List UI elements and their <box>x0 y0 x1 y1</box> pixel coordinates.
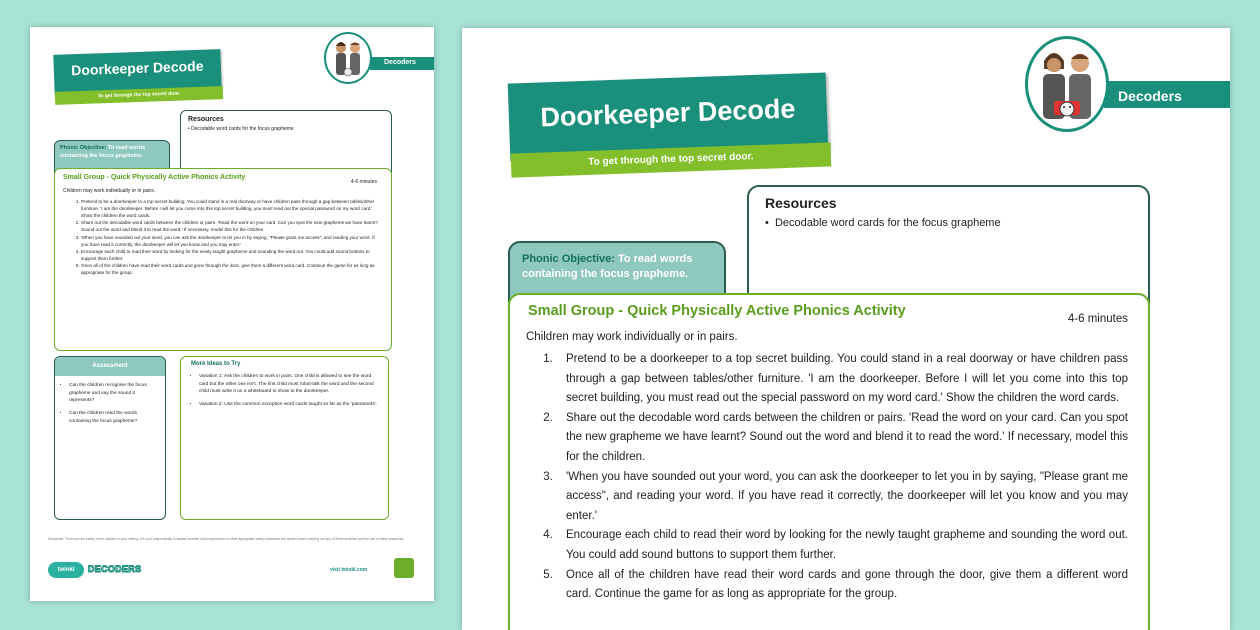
disclaimer-text: Disclaimer: To ensure the safety of the children in your setting, it is your responsibility to assess whether adult supervision or other appropriate safety measures are needed when carrying out any of these activities and the use of these resources. <box>48 537 405 541</box>
badge-icon <box>394 558 414 578</box>
page-title: Doorkeeper Decode <box>539 93 796 133</box>
objective-text: To read words containing the focus grapheme. <box>522 253 693 281</box>
decoders-logo: DECODERS <box>88 564 142 574</box>
more-ideas-box: More Ideas to Try • Variation 1: Ask the children to work in pairs. One child is allowed to see the word card but the other one isn't. The first child must robot-talk the word and the second child must write it on a whiteboard to show to the doorkeeper. • Variation 2: Use the common exception word cards taught so far as the 'passwords'. <box>180 356 389 520</box>
decoders-characters-avatar <box>1025 36 1109 132</box>
resource-item: • Decodable word cards for the focus grapheme <box>765 217 1001 229</box>
team-label-bar: Decoders <box>370 57 434 70</box>
activity-box: Small Group - Quick Physically Active Phonics Activity 4-6 minutes Children may work individually or in pairs. 1. Pretend to be a doorkeeper to a top secret building. You could stand in a real doorway or have children pass through a gap between tables/other furniture. 'I am the doorkeeper. Before I will let you come into this top secret building, you must read out the special password on my word card.' Show the children the word cards. 2. Share out the decodable word cards between the children or pairs. 'Read the word on your card. Can you spot the new grapheme we have learnt? Sound out the word and blend it to read the word.' If necessary, model this for the children. 3. 'When you have sounded out your word, you can ask the doorkeeper to let you in by saying, "Please grant me access", and reading your word. If you have read it correctly, the doorkeeper will let you know and you may enter.' 4. Encourage each child to read their word by looking for the newly taught grapheme and sounding the word out. You could add sound buttons to support them further. 5. Once all of the children have read their word cards and gone through the door, give them a different word card. Continue the game for as long as appropriate for the group. <box>54 168 392 351</box>
page-title: Doorkeeper Decode <box>70 57 204 79</box>
twinkl-logo: twinkl <box>48 562 84 578</box>
page-thumbnail <box>30 27 434 601</box>
activity-duration: 4-6 minutes <box>1067 313 1128 325</box>
activity-steps <box>556 350 1132 605</box>
activity-step: 1. Pretend to be a doorkeeper to a top secret building. You could stand in a real doorway or have children pass through a gap between tables/other furniture. 'I am the doorkeeper. Before I will let you come into this top secret building, you must read out the special password on my word card.' Show the children the word cards. <box>556 350 1128 409</box>
subtitle-bar: To get through the top secret door. <box>55 86 223 105</box>
activity-step: 5. Once all of the children have read their word cards and gone through the door, give them a different word card. Continue the game for as long as appropriate for the group. <box>556 566 1128 605</box>
activity-step: 4. Encourage each child to read their word by looking for the newly taught grapheme and sounding the word out. You could add sound buttons to support them further. <box>556 526 1128 565</box>
resources-box: Resources • Decodable word cards for the focus grapheme <box>180 110 392 180</box>
resources-heading: Resources <box>765 195 837 211</box>
activity-step: 2. Share out the decodable word cards between the children or pairs. 'Read the word on your card. Can you spot the new grapheme we have learnt? Sound out the word and blend it to read the word.' If necessary, model this for the children. <box>556 409 1128 468</box>
objective-box: Phonic Objective: To read words containing the focus grapheme. <box>54 140 170 180</box>
activity-heading: Small Group - Quick Physically Active Phonics Activity <box>528 303 906 319</box>
activity-box <box>508 293 1150 630</box>
visit-link[interactable]: visit twinkl.com <box>330 567 368 573</box>
activity-intro: Children may work individually or in pairs. <box>526 331 738 343</box>
resource-item: • Decodable word cards for the focus grapheme <box>188 126 294 132</box>
page-zoomed <box>462 28 1230 630</box>
activity-step: 3. 'When you have sounded out your word, you can ask the doorkeeper to let you in by saying, "Please grant me access", and reading your word. If you have read it correctly, the doorkeeper will let you know and you may enter.' <box>556 468 1128 527</box>
assessment-box: Assessment • Can the children recognise the focus grapheme and say the sound it represents? • Can the children read the words containing the focus grapheme? <box>54 356 166 520</box>
objective-label: Phonic Objective: <box>522 253 615 265</box>
team-label-bar: Decoders <box>1104 81 1230 108</box>
decoders-characters-avatar <box>324 32 372 84</box>
subtitle-bar: To get through the top secret door. <box>511 142 832 177</box>
